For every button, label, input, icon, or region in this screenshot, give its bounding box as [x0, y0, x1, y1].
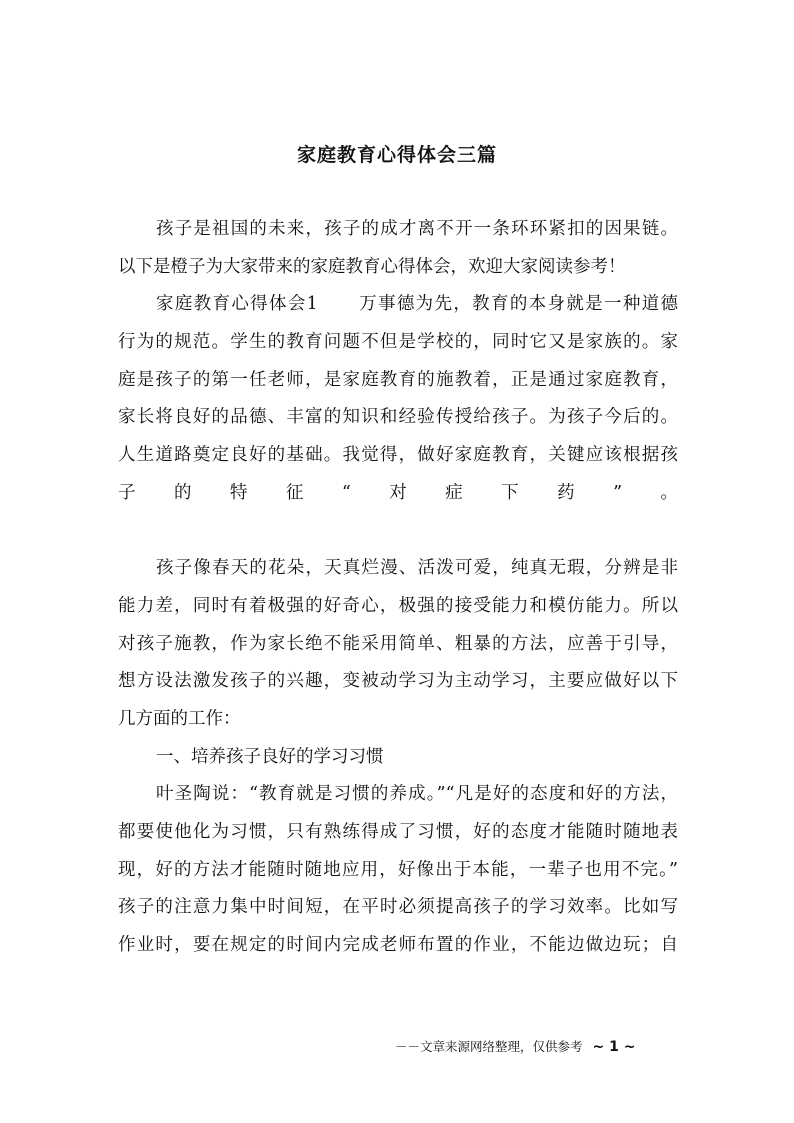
document-body	[118, 211, 678, 965]
text-line: 人生道路奠定良好的基础。我觉得，做好家庭教育，关键应该根据孩	[118, 445, 678, 466]
text-line: 都要使他化为习惯，只有熟练得成了习惯，好的态度才能随时随地表	[118, 822, 678, 842]
text-line: 现，好的方法才能随时随地应用，好像出于本能，一辈子也用不完。”	[118, 859, 678, 880]
section-heading: 一、培养孩子良好的学习习惯	[156, 746, 384, 767]
text-line: 作业时，要在规定的时间内完成老师布置的作业，不能边做边玩；自	[118, 935, 678, 956]
text-line: 能力差，同时有着极强的好奇心，极强的接受能力和模仿能力。所以	[118, 595, 678, 616]
page-number: ~ 1 ~	[592, 1039, 636, 1055]
section-heading: 家庭教育心得体会1	[156, 294, 318, 315]
text-line: 孩子像春天的花朵，天真烂漫、活泼可爱，纯真无瑕，分辨是非	[156, 558, 678, 579]
text-line: 子的特征“对症下药”。	[118, 482, 678, 503]
text-line: 几方面的工作：	[118, 708, 241, 729]
text-line	[118, 286, 678, 324]
text-line: 孩子是祖国的未来，孩子的成才离不开一条环环紧扣的因果链。	[156, 219, 678, 239]
document-title: 家庭教育心得体会三篇	[296, 144, 497, 166]
text-line	[118, 513, 678, 551]
paragraph-text: 万事德为先，教育的本身就是一种道德	[357, 294, 678, 315]
text-line: 叶圣陶说：“教育就是习惯的养成。”“凡是好的态度和好的方法，	[156, 784, 678, 805]
text-line: 想方设法激发孩子的兴趣，变被动学习为主动学习，主要应做好以下	[118, 671, 678, 692]
page-footer	[395, 1036, 655, 1060]
text-line: 孩子的注意力集中时间短，在平时必须提高孩子的学习效率。比如写	[118, 897, 678, 918]
footer-note: －－文章来源网络整理，仅供参考	[395, 1039, 583, 1054]
text-line: 家长将良好的品德、丰富的知识和经验传授给孩子。为孩子今后的。	[118, 407, 678, 428]
text-line: 以下是橙子为大家带来的家庭教育心得体会，欢迎大家阅读参考！	[118, 256, 626, 277]
text-line: 行为的规范。学生的教育问题不但是学校的，同时它又是家族的。家	[118, 332, 678, 353]
text-line: 庭是孩子的第一任老师，是家庭教育的施教着，正是通过家庭教育，	[118, 369, 678, 390]
text-line: 对孩子施教，作为家长绝不能采用简单、粗暴的方法，应善于引导，	[118, 633, 678, 654]
